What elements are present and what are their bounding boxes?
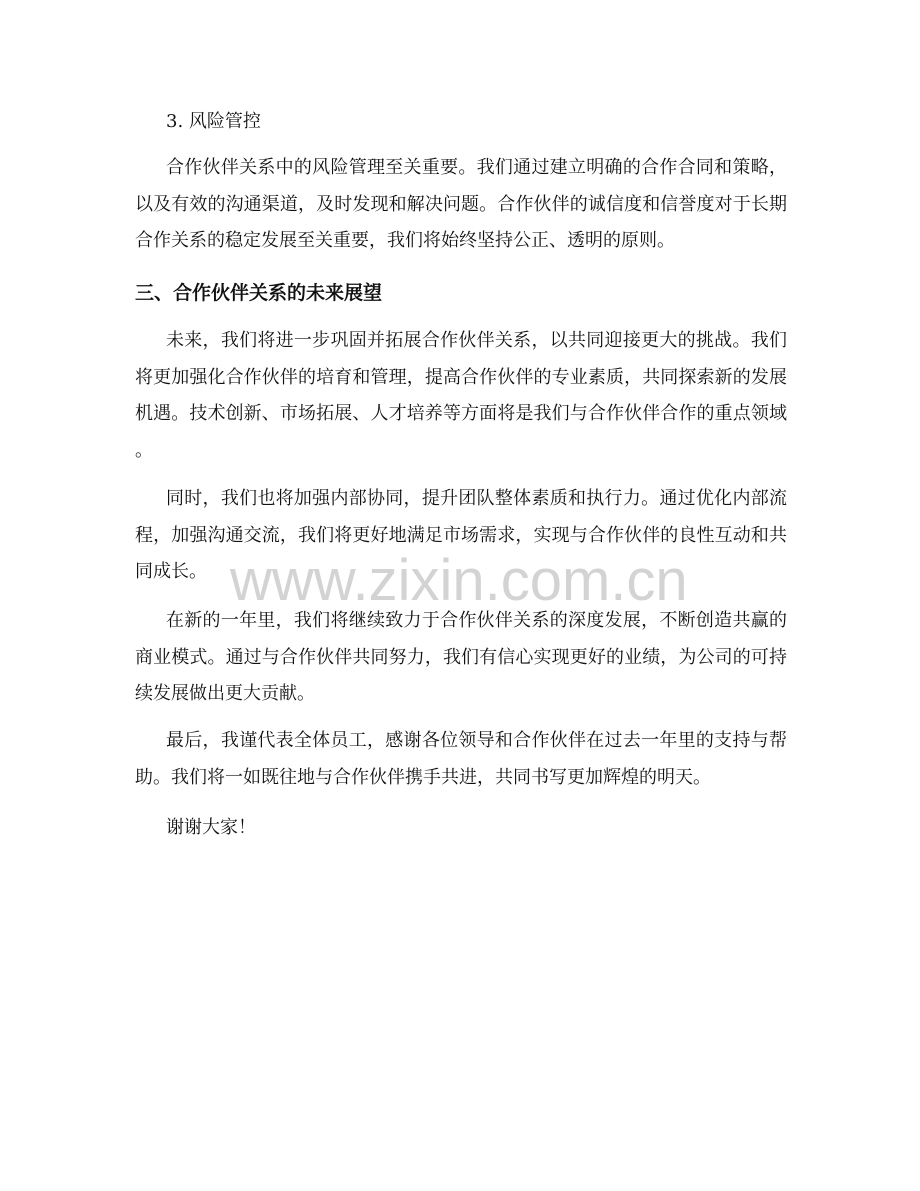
watermark: www.zixin.com.cn [230,548,688,613]
paragraph-line: 未来，我们将进一步巩固并拓展合作伙伴关系，以共同迎接更大的挑战。我们 [166,330,787,351]
paragraph-line: 以及有效的沟通渠道，及时发现和解决问题。合作伙伴的诚信度和信誉度对于长期 [135,193,787,215]
paragraph-line: 商业模式。通过与合作伙伴共同努力，我们有信心实现更好的业绩，为公司的可持 [135,646,787,668]
closing-remark: 谢谢大家！ [166,817,256,838]
paragraph-line: 将更加强化合作伙伴的培育和管理，提高合作伙伴的专业素质，共同探索新的发展 [135,366,787,388]
paragraph-line: 同成长。 [135,561,207,582]
future-outlook-heading: 三、合作伙伴关系的未来展望 [135,282,383,304]
paragraph-line: 在新的一年里，我们将继续致力于合作伙伴关系的深度发展，不断创造共赢的 [166,610,787,631]
paragraph-line: 程，加强沟通交流，我们将更好地满足市场需求，实现与合作伙伴的良性互动和共 [135,524,787,546]
paragraph-line: 助。我们将一如既往地与合作伙伴携手共进，共同书写更加辉煌的明天。 [135,766,711,788]
risk-control-paragraph [135,150,787,260]
paragraph-line: 。 [135,439,153,461]
outlook-paragraph-1 [135,323,787,469]
paragraph-line: 合作关系的稳定发展至关重要，我们将始终坚持公正、透明的原则。 [135,230,675,251]
paragraph-line: 最后，我谨代表全体员工，感谢各位领导和合作伙伴在过去一年里的支持与帮 [166,730,787,751]
paragraph-line: 续发展做出更大贡献。 [135,683,315,704]
outlook-paragraph-4 [135,723,787,796]
outlook-paragraph-3 [135,603,787,713]
paragraph-line: 机遇。技术创新、市场拓展、人才培养等方面将是我们与合作伙伴合作的重点领域 [135,403,787,424]
paragraph-line: 同时，我们也将加强内部协同，提升团队整体素质和执行力。通过优化内部流 [166,488,787,509]
risk-control-title: 3. 风险管控 [166,111,261,132]
paragraph-line: 合作伙伴关系中的风险管理至关重要。我们通过建立明确的合作合同和策略， [166,157,787,178]
outlook-paragraph-2 [135,481,787,591]
